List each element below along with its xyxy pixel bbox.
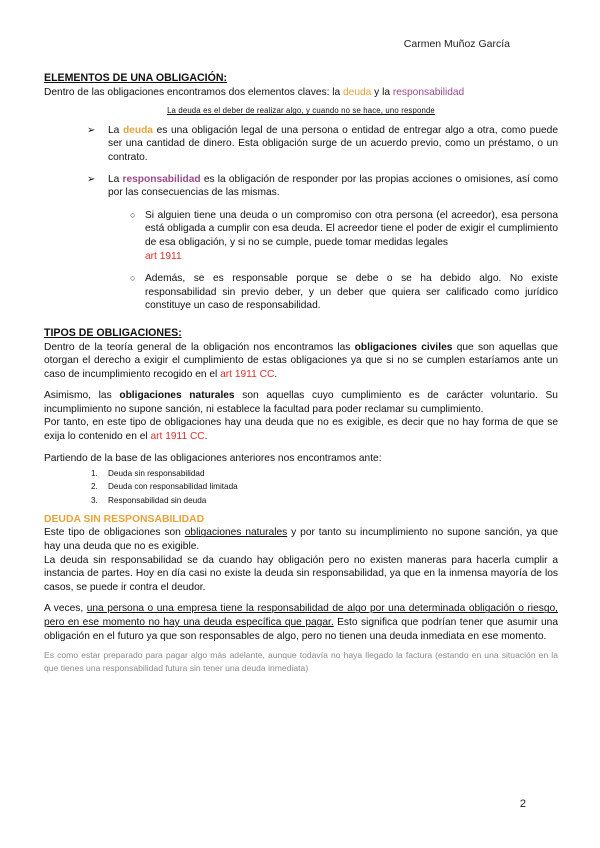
paragraph-text: Por tanto, en este tipo de obligaciones hay una deuda que no es exigible, es decir que no hay forma de que se exija lo contenido en el	[44, 417, 558, 443]
section-title-deuda-sin-responsabilidad: DEUDA SIN RESPONSABILIDAD	[44, 513, 205, 525]
term-deuda: deuda	[343, 86, 372, 98]
arrow-bullet-icon: ➢	[87, 124, 96, 136]
paragraph-naturales	[44, 389, 558, 416]
sub-bullet-text: Si alguien tiene una deuda o un compromiso con otra persona (el acreedor), esa persona está obligada a cumplir con esa deuda. El acreedor tiene el poder de exigir el cumplimiento de esa obligación, y si no se cumple, puede tomar medidas legales	[145, 209, 558, 248]
paragraph-example: Es como estar preparado para pagar algo más adelante, aunque todavía no haya llegado la factura (estando en una situación en la que tienes una responsabilidad futura sin tener una deuda inmediata)	[44, 650, 558, 673]
list-number: 2.	[91, 482, 98, 492]
sub-bullet-deber	[130, 272, 558, 313]
paragraph-deuda-sin-responsabilidad: La deuda sin responsabilidad se da cuando hay obligación pero no existen maneras para hacerla cumplir a instancia de partes. Hoy en día casi no existe la deuda sin responsabilidad, ya que en la inmensa mayoría de los casos, se puede ir contra el deudor.	[44, 554, 558, 593]
section-title-tipos: TIPOS DE OBLIGACIONES:	[44, 326, 182, 339]
article-ref: art 1911 CC	[220, 368, 275, 380]
paragraph-text: Esto significa que podrían tener que asumir una obligación en el futuro ya que son responsables de algo, pero no tienen una deuda inmediata en ese momento.	[44, 617, 558, 642]
intro-connector: y la	[371, 86, 393, 98]
bullet-text: es la obligación de responder por las propias acciones o omisiones, así como por las consecuencias de las mismas.	[108, 173, 558, 199]
sub-bullet-acreedor	[130, 209, 558, 263]
list-text: Deuda con responsabilidad limitada	[108, 482, 238, 492]
paragraph-text: que son aquellas que otorgan el derecho a exigir el cumplimiento de estas obligaciones ya que si no se cumplen estaríamos ante un caso de incumplimiento recogido en el	[44, 341, 558, 380]
list-item	[91, 467, 558, 480]
list-number: 1.	[91, 469, 98, 479]
term-obligaciones-naturales: obligaciones naturales	[119, 390, 235, 402]
bullet-prefix: La	[108, 173, 123, 185]
sub-bullet-text: Además, se es responsable porque se debe o se ha debido algo. No existe responsabilidad sin previo deber, y un deber que quiera ser calificado como jurídico constituye un caso de responsabilidad.	[145, 273, 558, 312]
article-ref: art 1911	[145, 250, 182, 262]
bullet-prefix: La	[108, 124, 123, 136]
intro-text: Dentro de las obligaciones encontramos dos elementos claves: la	[44, 86, 343, 98]
obligations-list	[91, 467, 558, 507]
paragraph-text: y por tanto su incumplimiento no supone sanción, ya que hay una deuda que no es exigible.	[44, 527, 558, 553]
list-number: 3.	[91, 495, 98, 505]
page-number: 2	[519, 798, 526, 810]
section-title-elementos: ELEMENTOS DE UNA OBLIGACIÓN:	[44, 72, 228, 84]
bullet-text: es una obligación legal de una persona o entidad de entregar algo a otra, como puede ser una cantidad de dinero. Esta obligación surge de un acuerdo previo, como un préstamo, o un contrato.	[108, 124, 558, 163]
underlined-term: obligaciones naturales	[184, 527, 288, 539]
paragraph-text: son aquellas cuyo cumplimiento es de carácter voluntario. Su incumplimiento no supone sanción, ni establece la facultad para poder reclamar su cumplimiento.	[44, 390, 558, 415]
paragraph-obligaciones-naturales	[44, 526, 558, 553]
paragraph-civiles	[44, 341, 558, 382]
circle-bullet-icon: ○	[130, 273, 136, 284]
bullet-term-responsabilidad: responsabilidad	[122, 173, 201, 185]
section1-intro	[44, 86, 558, 100]
paragraph-text: Asimismo, las	[44, 390, 120, 402]
list-text: Deuda sin responsabilidad	[108, 469, 205, 479]
term-responsabilidad: responsabilidad	[392, 86, 465, 98]
bullet-term-deuda: deuda	[122, 124, 153, 136]
paragraph-text: A veces,	[44, 603, 87, 615]
definition-note: La deuda es el deber de realizar algo, y cuando no se hace, uno responde	[167, 106, 435, 116]
term-obligaciones-civiles: obligaciones civiles	[354, 341, 453, 353]
paragraph-text: .	[204, 431, 208, 443]
paragraph-partiendo: Partiendo de la base de las obligaciones anteriores nos encontramos ante:	[44, 452, 382, 464]
paragraph-text: Dentro de la teoría general de la obligación nos encontramos las	[44, 341, 355, 353]
page-content	[44, 72, 558, 683]
list-text: Responsabilidad sin deuda	[108, 495, 207, 505]
article-ref: art 1911 CC	[150, 431, 205, 443]
paragraph-text: Este tipo de obligaciones son	[44, 527, 185, 539]
paragraph-por-tanto	[44, 416, 558, 443]
underlined-passage: una persona o una empresa tiene la responsabilidad de algo por una determinada obligación o riesgo, pero en ese momento no hay una deuda específica que pagar.	[44, 603, 558, 629]
list-item	[91, 494, 558, 507]
arrow-bullet-icon: ➢	[87, 173, 96, 185]
author-name: Carmen Muñoz García	[403, 38, 510, 50]
list-item	[91, 480, 558, 493]
paragraph-text: .	[274, 368, 278, 380]
bullet-responsabilidad	[87, 173, 558, 200]
bullet-deuda	[87, 124, 558, 165]
circle-bullet-icon: ○	[130, 209, 136, 220]
paragraph-a-veces	[44, 602, 558, 643]
